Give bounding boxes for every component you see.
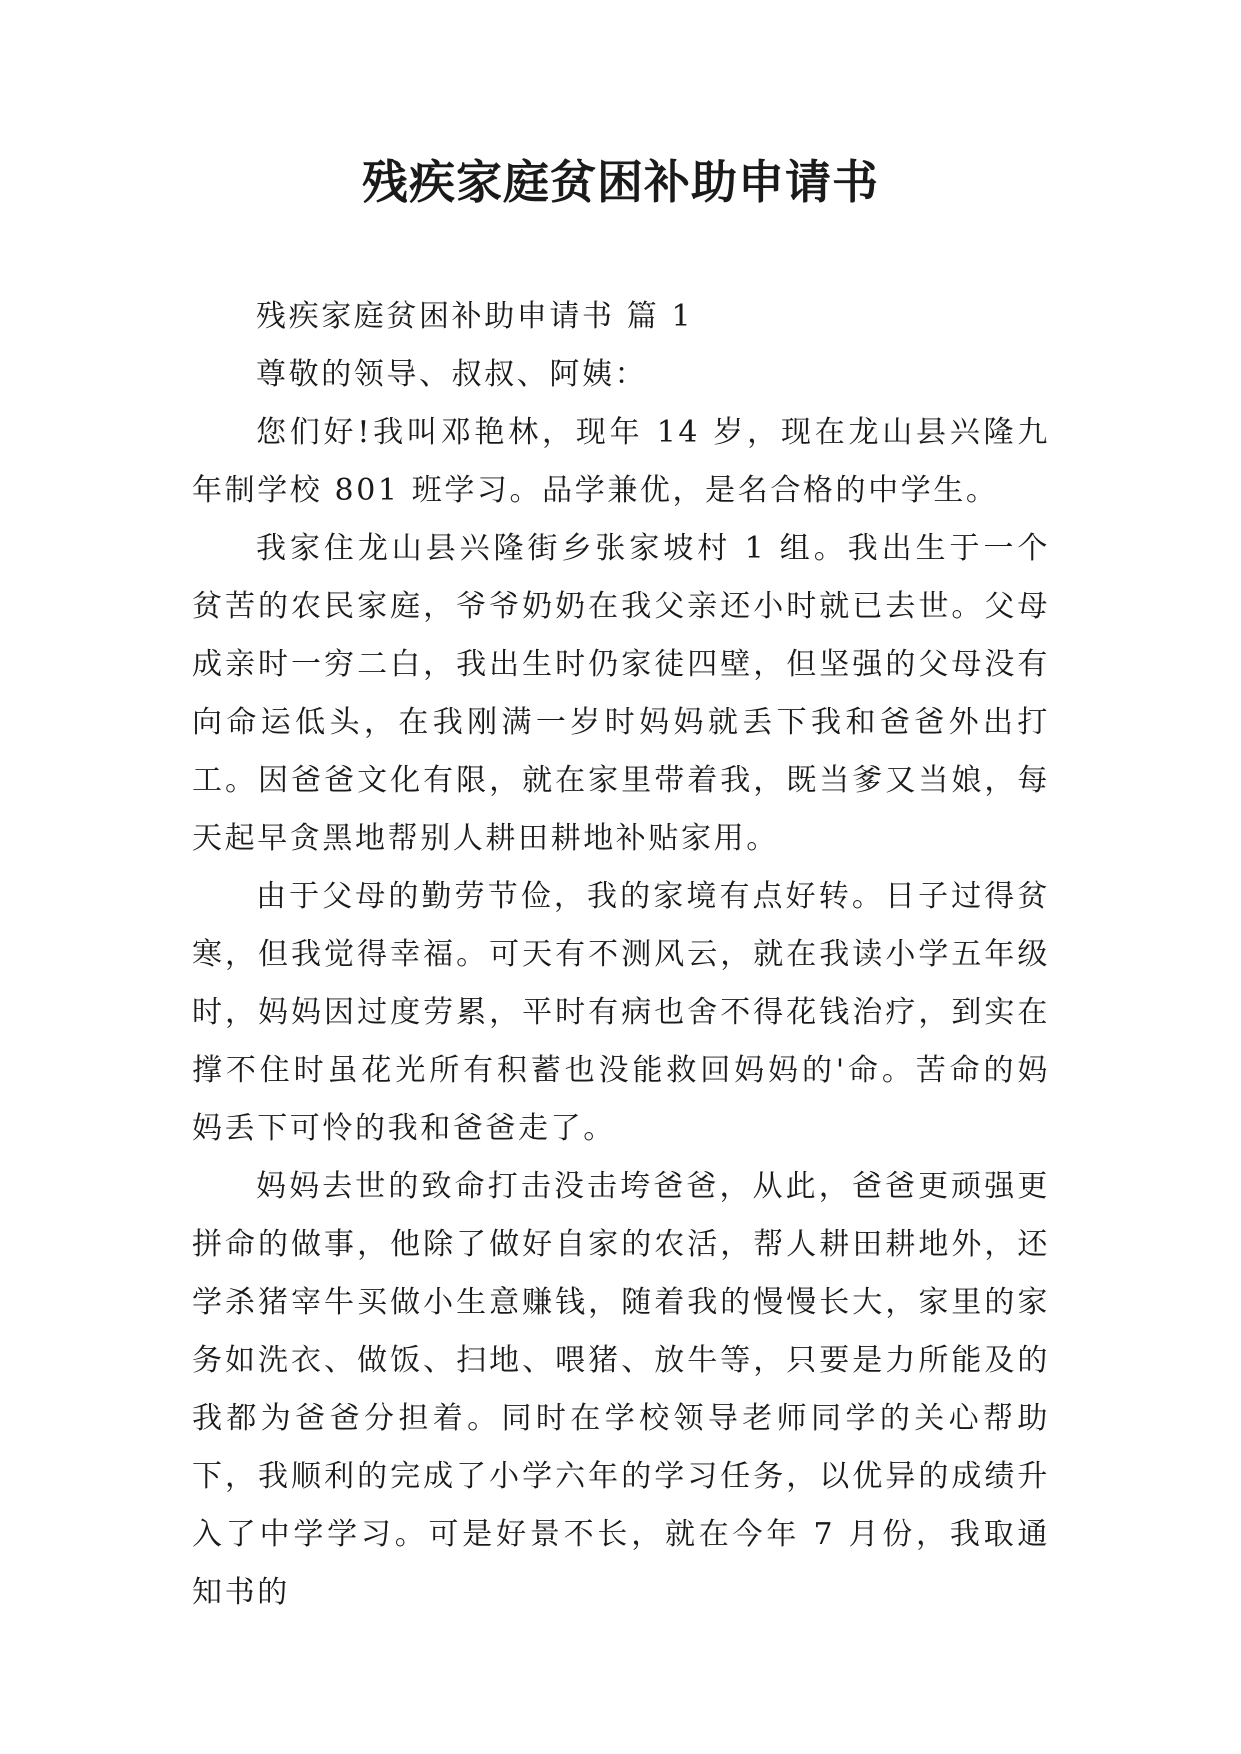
document-body xyxy=(192,288,1050,1622)
salutation: 尊敬的领导、叔叔、阿姨： xyxy=(256,357,648,392)
document-title: 残疾家庭贫困补助申请书 xyxy=(362,155,879,209)
paragraph-intro: 您们好!我叫邓艳林，现年 14 岁，现在龙山县兴隆九年制学校 801 班学习。品学兼优，是名合格的中学生。 xyxy=(192,415,1050,508)
section-heading: 残疾家庭贫困补助申请书 篇 1 xyxy=(256,299,694,334)
paragraph-family: 我家住龙山县兴隆街乡张家坡村 1 组。我出生于一个贫苦的农民家庭，爷爷奶奶在我父亲还小时就已去世。父母成亲时一穷二白，我出生时仍家徒四壁，但坚强的父母没有向命运低头，在我刚满一岁时妈妈就丢下我和爸爸外出打工。因爸爸文化有限，就在家里带着我，既当爹又当娘，每天起早贪黑地帮别人耕田耕地补贴家用。 xyxy=(192,531,1050,856)
paragraph-father: 妈妈去世的致命打击没击垮爸爸，从此，爸爸更顽强更拼命的做事，他除了做好自家的农活，帮人耕田耕地外，还学杀猪宰牛买做小生意赚钱，随着我的慢慢长大，家里的家务如洗衣、做饭、扫地、喂猪、放牛等，只要是力所能及的我都为爸爸分担着。同时在学校领导老师同学的关心帮助下，我顺利的完成了小学六年的学习任务，以优异的成绩升入了中学学习。可是好景不长，就在今年 7 月份，我取通知书的 xyxy=(192,1169,1050,1610)
paragraph-mother: 由于父母的勤劳节俭，我的家境有点好转。日子过得贫寒，但我觉得幸福。可天有不测风云，就在我读小学五年级时，妈妈因过度劳累，平时有病也舍不得花钱治疗，到实在撑不住时虽花光所有积蓄也没能救回妈妈的'命。苦命的妈妈丢下可怜的我和爸爸走了。 xyxy=(192,879,1050,1146)
